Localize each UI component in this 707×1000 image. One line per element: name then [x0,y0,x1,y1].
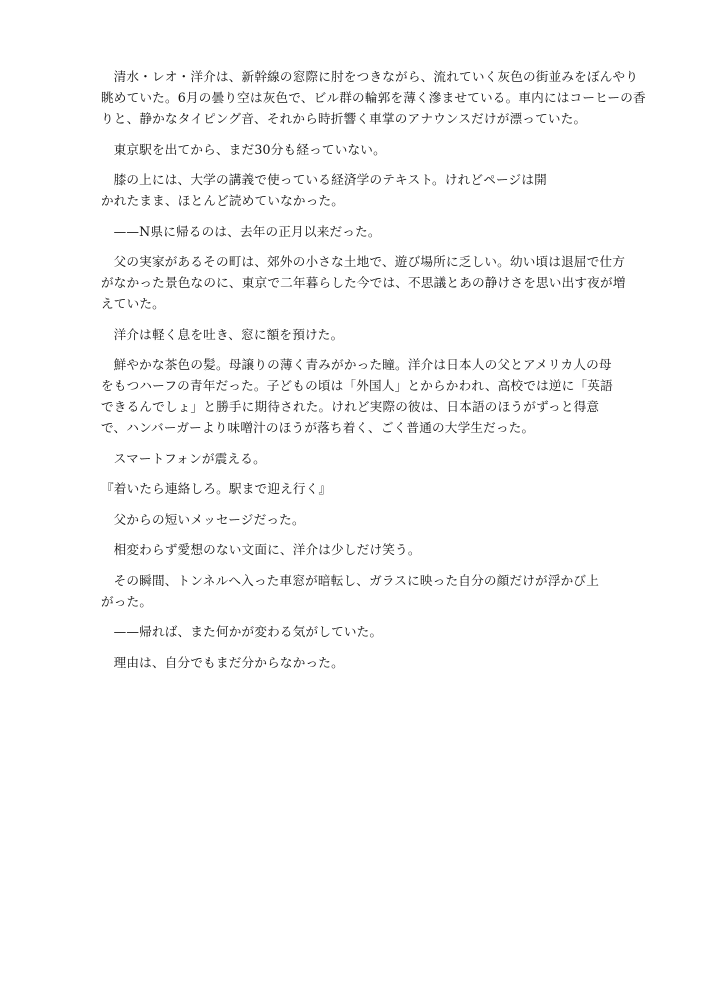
text-line: かれたまま、ほとんど読めていなかった。 [101,193,345,208]
paragraph-5 [101,251,661,314]
text-line: 洋介は軽く息を吐き、窓に額を預けた。 [113,326,344,342]
paragraph-11 [101,539,661,560]
text-line: 眺めていた。6月の曇り空は灰色で、ビル群の輪郭を薄く滲ませている。車内にはコーヒーの香 [101,90,646,105]
text-line: りと、静かなタイピング音、それから時折響く車掌のアナウンスだけが漂っていた。 [101,111,587,126]
paragraph-8 [101,448,661,469]
text-line: ——帰れば、また何かが変わる気がしていた。 [113,624,383,639]
paragraph-13 [101,621,661,642]
text-line: えていた。 [101,296,165,311]
text-line: スマートフォンが震える。 [113,450,266,466]
text-line: その瞬間、トンネルへ入った車窓が暗転し、ガラスに映った自分の顔だけが浮かび上 [113,572,600,588]
text-line: 東京駅を出てから、まだ30分も経っていない。 [113,141,386,157]
paragraph-4 [101,221,661,242]
text-line: 父からの短いメッセージだった。 [113,511,305,527]
body-text [101,66,661,682]
text-line: できるんでしょ」と勝手に期待された。けれど実際の彼は、日本語のほうがずっと得意 [101,399,600,414]
text-line: 膝の上には、大学の講義で使っている経済学のテキスト。けれどページは開 [113,172,547,187]
text-line: がった。 [101,593,153,609]
text-line: で、ハンバーガーより味噌汁のほうが落ち着く、ごく普通の大学生だった。 [101,420,535,435]
paragraph-6 [101,324,661,345]
text-line: 清水・レオ・洋介は、新幹線の窓際に肘をつきながら、流れていく灰色の街並みをぼんやり [113,69,639,84]
paragraph-1 [101,66,661,129]
paragraph-14 [101,652,661,673]
message-quote [101,478,661,499]
paragraph-10 [101,509,661,530]
text-line: ——N県に帰るのは、去年の正月以来だった。 [113,223,381,239]
text-line: 相変わらず愛想のない文面に、洋介は少しだけ笑う。 [113,542,421,557]
paragraph-3 [101,169,661,211]
text-line: 『着いたら連絡しろ。駅まで迎え行く』 [101,481,332,496]
paragraph-12 [101,570,661,612]
text-line: をもつハーフの青年だった。子どもの頃は「外国人」とからかわれ、高校では逆に「英語 [101,378,613,393]
paragraph-2 [101,139,661,160]
text-line: がなかった景色なのに、東京で二年暮らした今では、不思議とあの静けさを思い出す夜が増 [101,275,626,290]
paragraph-7 [101,354,661,438]
text-line: 父の実家があるその町は、郊外の小さな土地で、遊び場所に乏しい。幼い頃は退屈で仕方 [113,254,626,269]
text-line: 理由は、自分でもまだ分からなかった。 [113,654,344,670]
text-line: 鮮やかな茶色の髪。母譲りの薄く青みがかった瞳。洋介は日本人の父とアメリカ人の母 [113,357,612,372]
